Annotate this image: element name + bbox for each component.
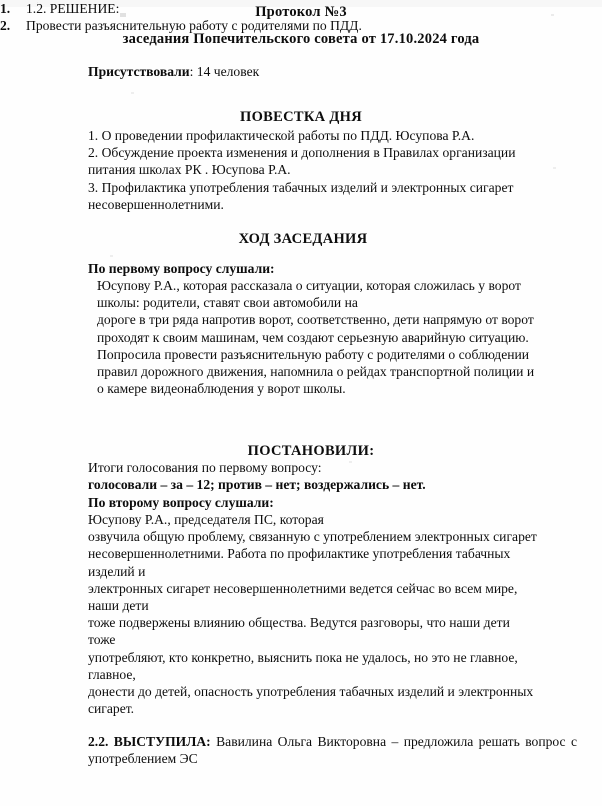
body-line: о камере видеонаблюдения у ворот школы. [97, 381, 346, 397]
list-item-label: 1.2. РЕШЕНИЕ: [26, 1, 120, 16]
scan-speck [131, 92, 134, 94]
body-line: Юсупову Р.А., которая рассказала о ситуации, которая сложилась у ворот [97, 278, 521, 293]
body-line: наши дети [88, 598, 149, 614]
agenda-item-cont: питания школах РК . Юсупова Р.А. [88, 162, 291, 178]
body-line: сигарет. [88, 701, 135, 717]
final-statement-action: ВЫСТУПИЛА: [113, 734, 211, 749]
second-question-label: По второму вопросу слушали: [88, 495, 274, 510]
body-line: проходят к своим машинам, чем создают серьезную аварийную ситуацию. [97, 329, 529, 345]
vote-result-line: голосовали – за – 12; против – нет; воздержались – нет. [88, 477, 426, 492]
agenda-heading: ПОВЕСТКА ДНЯ [240, 109, 362, 125]
body-line: Попросила провести разъяснительную работу с родителями о соблюдении [97, 346, 530, 362]
decision-list [0, 0, 460, 35]
scan-speck [110, 255, 113, 257]
body-line: школы: родители, ставят свои автомобили на [97, 295, 358, 311]
body-line: правил дорожного движения, напомнила о рейдах транспортной полиции и [97, 364, 535, 380]
body-line: несовершеннолетними. Работа по профилактике употребления табачных [88, 546, 511, 562]
body-line: изделий и [88, 563, 146, 579]
agenda-item: 1. О проведении профилактической работы по ПДД. Юсупова Р.А. [88, 128, 475, 143]
second-question-body [88, 511, 577, 717]
final-statement-text: Вавилина Ольга Викторовна – предложила решать вопрос с употреблением ЭС [88, 734, 577, 767]
list-item-number: 1. [0, 1, 11, 16]
course-heading: ХОД ЗАСЕДАНИЯ [238, 231, 368, 247]
attendees-line [88, 63, 259, 80]
body-line: электронных сигарет несовершеннолетними ведется сейчас во всем мире, [88, 580, 518, 596]
list-item-label: Провести разъяснительную работу с родителями по ПДД. [26, 18, 362, 34]
vote-intro-line: Итоги голосования по первому вопросу: [88, 460, 322, 475]
body-line: тоже [88, 632, 116, 648]
attendees-count: : 14 человек [189, 64, 260, 79]
list-item [0, 0, 460, 17]
agenda-item: 2. Обсуждение проекта изменения и дополнения в Правилах организации [88, 145, 516, 161]
body-line: озвучила общую проблему, связанную с употреблением электронных сигарет [88, 529, 537, 545]
final-statement [88, 733, 577, 767]
document-subtitle: заседания Попечительского совета от 17.10.2024 года [122, 31, 480, 47]
body-line: тоже подвержены влиянию общества. Ведутся разговоры, что наши дети [88, 615, 510, 631]
body-line: дороге в три ряда напротив ворот, соответственно, дети напрямую от ворот [97, 312, 534, 328]
agenda-item-cont: несовершеннолетними. [88, 196, 224, 212]
attendees-label: Присутствовали [88, 64, 190, 79]
document-title: Протокол №3 [255, 4, 347, 20]
body-line: Юсупову Р.А., председателя ПС, которая [88, 512, 324, 527]
body-line: главное, [88, 666, 136, 682]
body-line: донести до детей, опасность употребления табачных изделий и электронных [88, 684, 534, 700]
body-line: употребляют, кто конкретно, выяснить пока не удалось, но это не главное, [88, 649, 518, 665]
list-item-number: 2. [0, 18, 11, 34]
final-statement-number: 2.2. [88, 734, 109, 749]
scan-speck [349, 461, 352, 463]
list-item [0, 17, 460, 34]
first-question-label: По первому вопросу слушали: [88, 261, 275, 276]
agenda-item: 3. Профилактика употребления табачных изделий и электронных сигарет [88, 179, 514, 195]
agenda-list [88, 127, 577, 213]
resolved-heading: ПОСТАНОВИЛИ: [247, 443, 375, 459]
first-question-body [97, 277, 577, 397]
